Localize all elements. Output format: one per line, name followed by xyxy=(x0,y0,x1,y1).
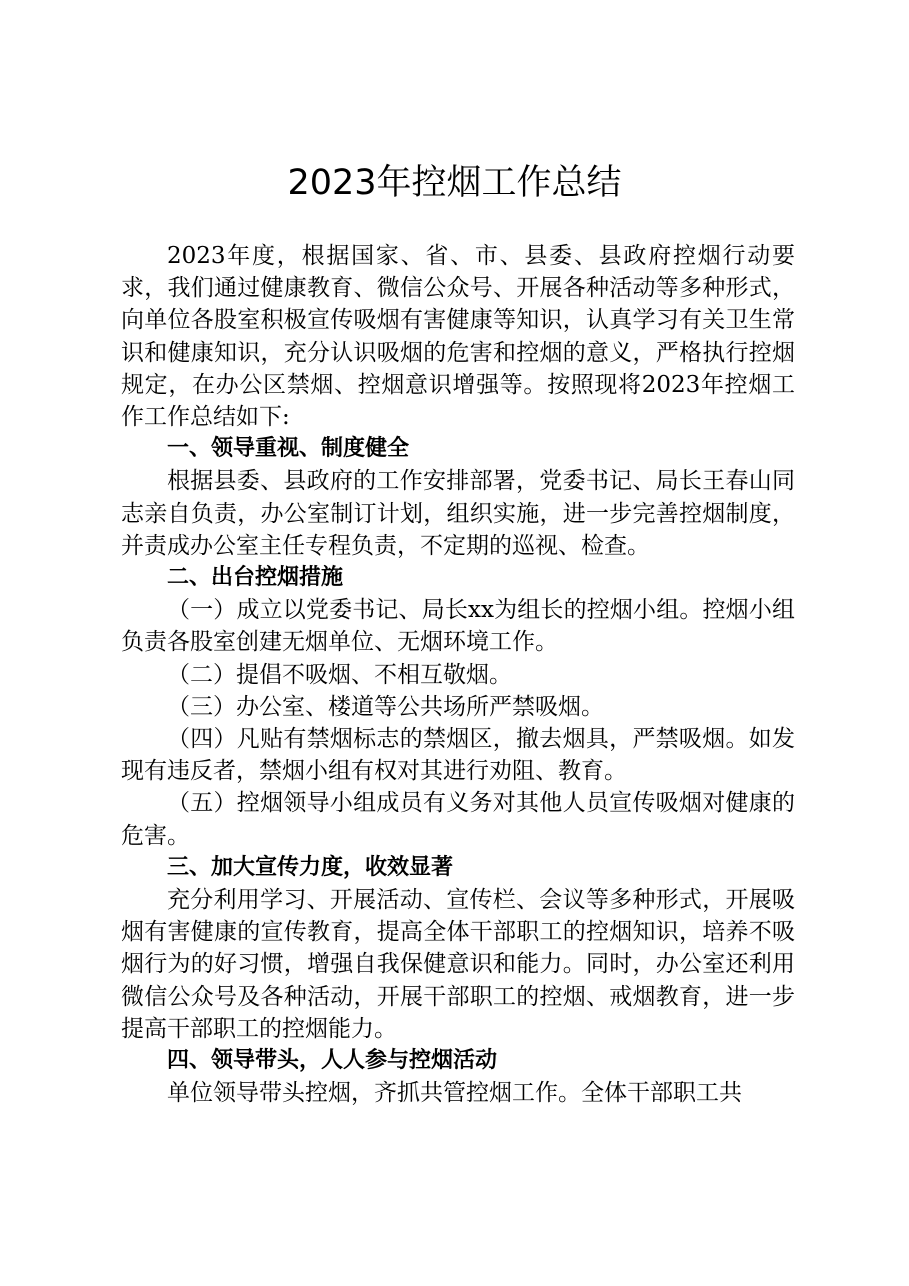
section-2-paragraph-2: （二）提倡不吸烟、不相互敬烟。 xyxy=(167,661,512,688)
section-3-paragraph-1: 充分利用学习、开展活动、宣传栏、会议等多种形式，开展吸烟有害健康的宣传教育，提高全体干部职工的控烟知识，培养不吸烟行为的好习惯，增强自我保健意识和能力。同时，办公室还利用微信公众号及各种活动，开展干部职工的控烟、戒烟教育，进一步提高干部职工的控烟能力。 xyxy=(121,887,795,1042)
document-title: 2023年控烟工作总结 xyxy=(287,163,622,203)
section-heading-2: 二、出台控烟措施 xyxy=(167,565,344,591)
section-1-paragraph-1: 根据县委、县政府的工作安排部署，党委书记、局长王春山同志亲自负责，办公室制订计划，组织实施，进一步完善控烟制度，并责成办公室主任专程负责，不定期的巡视、检查。 xyxy=(121,468,795,559)
section-heading-1: 一、领导重视、制度健全 xyxy=(167,436,410,462)
document-body xyxy=(121,240,795,1109)
section-4-paragraph-1: 单位领导带头控烟，齐抓共管控烟工作。全体干部职工共 xyxy=(167,1080,742,1107)
intro-paragraph: 2023年度，根据国家、省、市、县委、县政府控烟行动要求，我们通过健康教育、微信公众号、开展各种活动等多种形式，向单位各股室积极宣传吸烟有害健康等知识，认真学习有关卫生常识和健康知识，充分认识吸烟的危害和控烟的意义，严格执行控烟规定，在办公区禁烟、控烟意识增强等。按照现将2023年控烟工作工作总结如下: xyxy=(121,243,795,431)
section-heading-3: 三、加大宣传力度，收效显著 xyxy=(167,854,454,880)
section-2-paragraph-5: （五）控烟领导小组成员有义务对其他人员宣传吸烟对健康的危害。 xyxy=(121,790,795,849)
section-2-paragraph-1: （一）成立以党委书记、局长xx为组长的控烟小组。控烟小组负责各股室创建无烟单位、无烟环境工作。 xyxy=(121,597,795,656)
section-2-paragraph-3: （三）办公室、楼道等公共场所严禁吸烟。 xyxy=(167,693,604,720)
section-2-paragraph-4: （四）凡贴有禁烟标志的禁烟区，撤去烟具，严禁吸烟。如发现有违反者，禁烟小组有权对其进行劝阻、教育。 xyxy=(121,726,795,785)
section-heading-4: 四、领导带头，人人参与控烟活动 xyxy=(167,1048,498,1074)
